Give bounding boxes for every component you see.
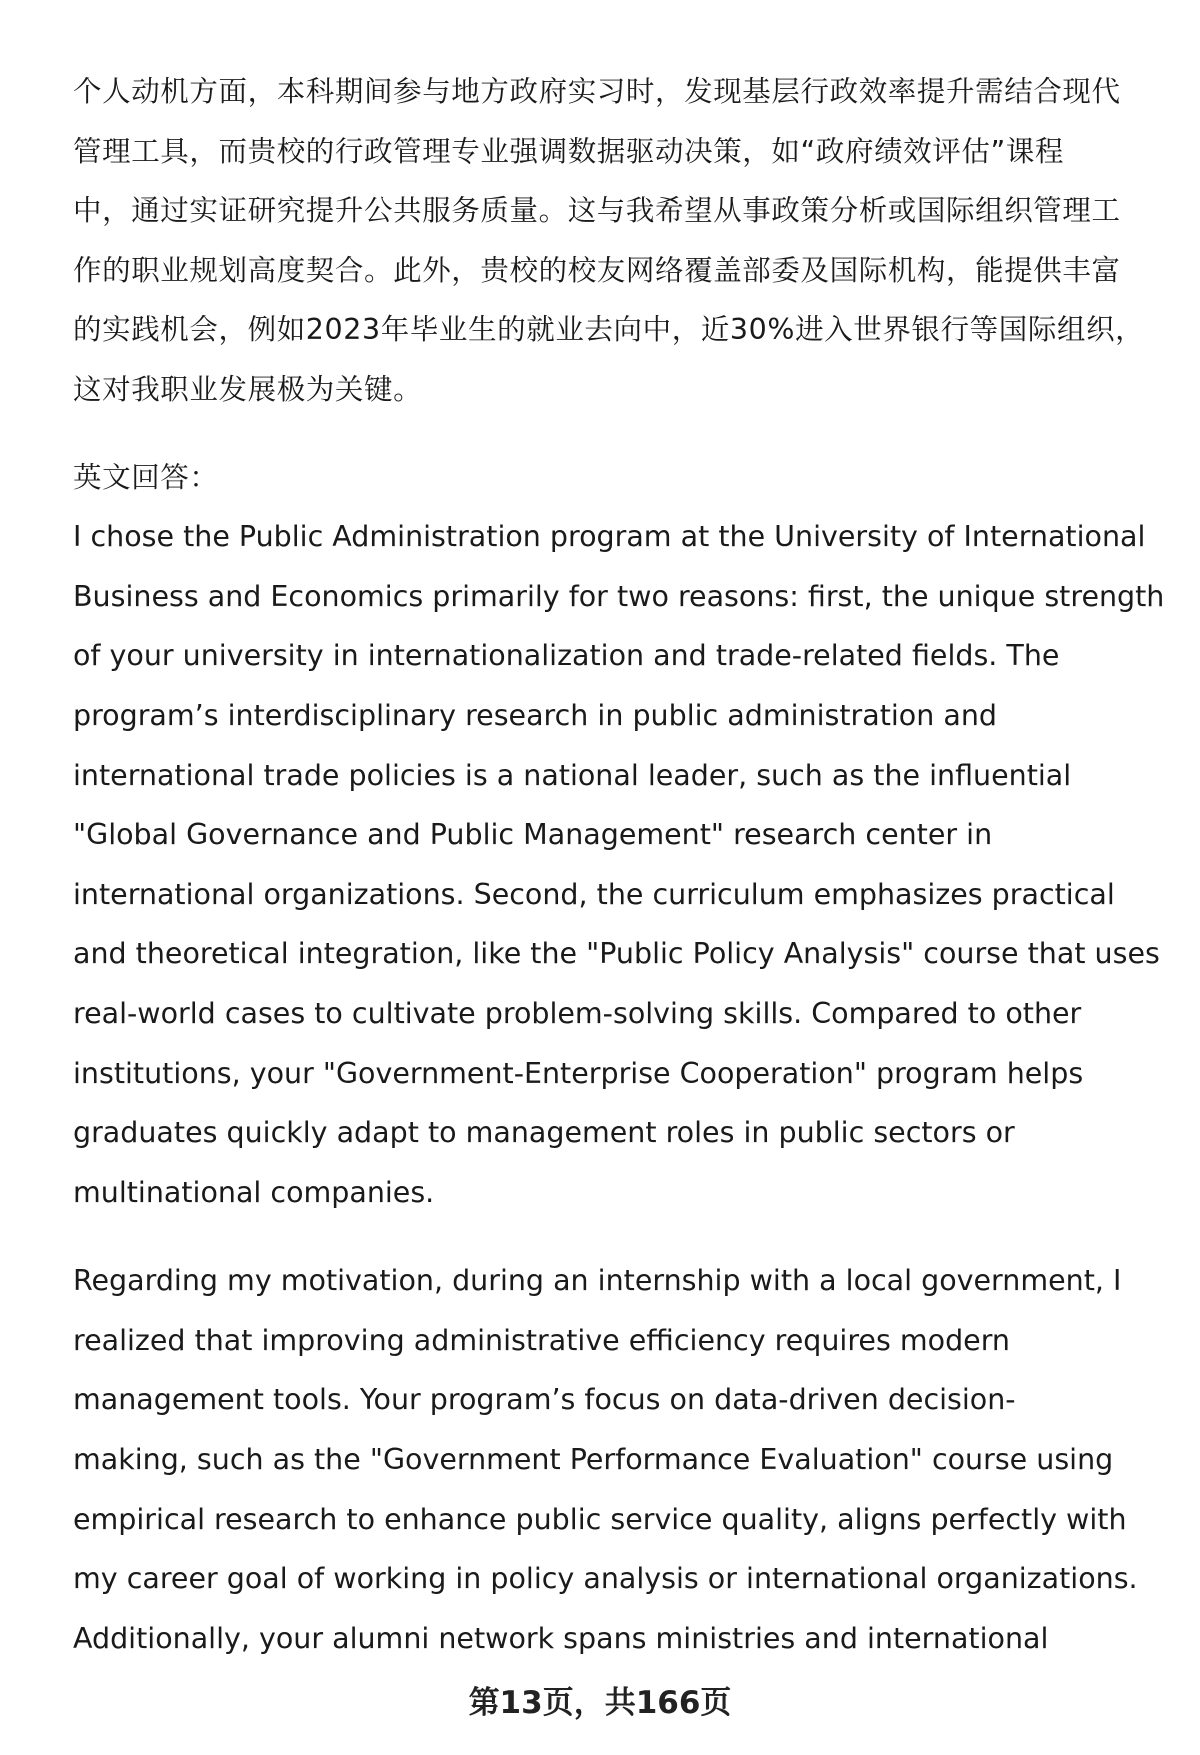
english-paragraph-2-line: Regarding my motivation, during an internship with a local government, I xyxy=(73,1264,1122,1298)
english-paragraph-1-line: and theoretical integration, like the "Public Policy Analysis" course that uses xyxy=(73,937,1160,971)
english-paragraph-2-line: making, such as the "Government Performance Evaluation" course using xyxy=(73,1443,1114,1477)
english-paragraph-2-line: empirical research to enhance public service quality, aligns perfectly with xyxy=(73,1502,1127,1536)
english-paragraph-2-line: Additionally, your alumni network spans ministries and international xyxy=(73,1621,1049,1655)
chinese-paragraph-line: 作的职业规划高度契合。此外，贵校的校友网络覆盖部委及国际机构，能提供丰富 xyxy=(73,253,1121,287)
english-answer-heading xyxy=(73,448,1158,508)
english-paragraph-1-line: institutions, your "Government-Enterprise Cooperation" program helps xyxy=(73,1056,1084,1090)
english-paragraph-1 xyxy=(73,507,1165,1222)
english-answer-label: 英文回答： xyxy=(73,460,219,494)
english-paragraph-2 xyxy=(73,1251,1158,1668)
chinese-paragraph-line: 个人动机方面，本科期间参与地方政府实习时，发现基层行政效率提升需结合现代 xyxy=(73,75,1121,108)
english-paragraph-1-line: international organizations. Second, the curriculum emphasizes practical xyxy=(73,877,1115,911)
paragraph-spacer xyxy=(73,420,1158,448)
chinese-paragraph-line: 的实践机会，例如2023年毕业生的就业去向中，近30%进入世界银行等国际组织， xyxy=(73,313,1145,347)
chinese-paragraph-line: 管理工具，而贵校的行政管理专业强调数据驱动决策，如“政府绩效评估”课程 xyxy=(73,134,1065,168)
english-paragraph-2-line: realized that improving administrative efficiency requires modern xyxy=(73,1323,1010,1357)
english-paragraph-1-line: real-world cases to cultivate problem-solving skills. Compared to other xyxy=(73,996,1082,1030)
english-paragraph-1-line: international trade policies is a national leader, such as the influential xyxy=(73,758,1072,792)
english-paragraph-2-line: management tools. Your program’s focus on data-driven decision- xyxy=(73,1383,1016,1417)
chinese-paragraph xyxy=(73,62,1158,420)
english-paragraph-1-line: of your university in internationalization and trade-related fields. The xyxy=(73,639,1060,673)
english-paragraph-1-line: multinational companies. xyxy=(73,1175,435,1209)
english-paragraph-1-line: "Global Governance and Public Management" research center in xyxy=(73,818,993,852)
english-paragraph-2-line: my career goal of working in policy analysis or international organizations. xyxy=(73,1562,1138,1596)
chinese-paragraph-line: 中，通过实证研究提升公共服务质量。这与我希望从事政策分析或国际组织管理工 xyxy=(73,194,1121,228)
english-paragraph-1-line: I chose the Public Administration program at the University of International xyxy=(73,520,1146,554)
page-content xyxy=(73,62,1165,1668)
english-paragraph-1-line: program’s interdisciplinary research in public administration and xyxy=(73,698,997,732)
english-paragraph-1-line: graduates quickly adapt to management roles in public sectors or xyxy=(73,1116,1015,1150)
page-number-footer: 第13页，共166页 xyxy=(468,1685,732,1721)
chinese-paragraph-line: 这对我职业发展极为关键。 xyxy=(73,372,423,406)
paragraph-spacer xyxy=(73,1222,1158,1251)
english-paragraph-1-line: Business and Economics primarily for two reasons: first, the unique strength xyxy=(73,579,1165,613)
